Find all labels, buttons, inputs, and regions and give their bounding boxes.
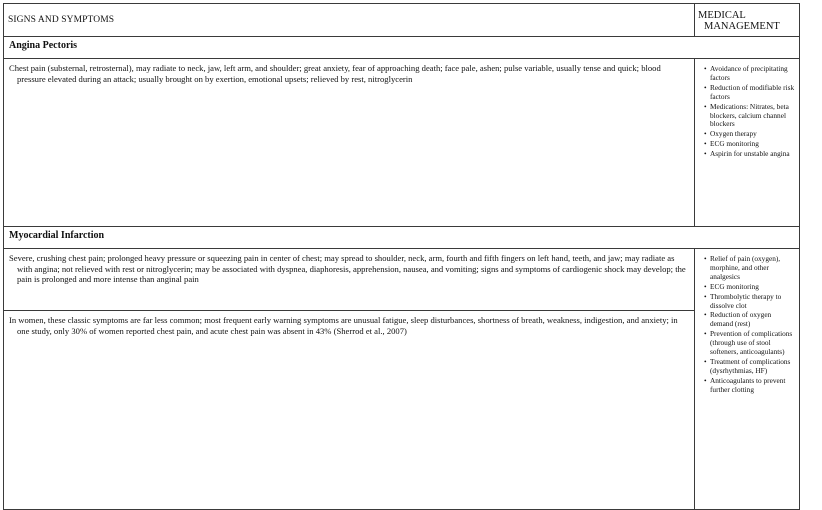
list-item: • Oxygen therapy <box>710 130 796 139</box>
table-row-mi-1 <box>4 249 800 311</box>
header-signs-symptoms: SIGNS AND SYMPTOMS <box>4 4 695 37</box>
list-item: • Thrombolytic therapy to dissolve clot <box>710 293 796 311</box>
table-row-angina <box>4 59 800 227</box>
list-item: • Medications: Nitrates, beta blockers, calcium channel blockers <box>710 103 796 130</box>
header-management-line1: MEDICAL <box>698 9 746 21</box>
table-header-row <box>4 4 800 37</box>
symptoms-cell-mi-classic <box>4 249 695 311</box>
symptoms-cell-mi-women <box>4 311 695 510</box>
management-list-angina <box>695 59 799 162</box>
header-medical-management <box>695 4 800 37</box>
symptom-text: In women, these classic symptoms are far less common; most frequent early warning symptoms are unusual fatigue, sleep disturbances, shortness of breath, weakness, indigestion, and anxiety; in one study, only 30% of women reported chest pain, and acute chest pain was absent in 43% (Sherrod et al., 2007) <box>9 315 678 336</box>
list-item: • Relief of pain (oxygen), morphine, and other analgesics <box>710 255 796 282</box>
signs-management-table <box>3 3 800 510</box>
list-item: • ECG monitoring <box>710 283 796 292</box>
table-row-mi-2 <box>4 311 800 510</box>
list-item: • Anticoagulants to prevent further clotting <box>710 377 796 395</box>
list-item: • Reduction of modifiable risk factors <box>710 84 796 102</box>
section-row-mi <box>4 227 800 249</box>
list-item: • Avoidance of precipitating factors <box>710 65 796 83</box>
symptom-text: Chest pain (substernal, retrosternal), may radiate to neck, jaw, left arm, and shoulder; great anxiety, fear of approaching death; face pale, ashen; pulse variable, usually tense and quick; blood pressure elevated during an attack; usually brought on by exertion, emotional upsets; relieved by rest, nitroglycerin <box>9 63 661 84</box>
list-item: • Reduction of oxygen demand (rest) <box>710 311 796 329</box>
section-title-mi: Myocardial Infarction <box>4 227 800 249</box>
management-cell-mi <box>695 249 800 510</box>
section-title-angina: Angina Pectoris <box>4 37 800 59</box>
management-list-mi <box>695 249 799 398</box>
management-cell-angina <box>695 59 800 227</box>
symptoms-cell-angina <box>4 59 695 227</box>
list-item: • ECG monitoring <box>710 140 796 149</box>
section-row-angina <box>4 37 800 59</box>
list-item: • Aspirin for unstable angina <box>710 150 796 159</box>
symptom-text: Severe, crushing chest pain; prolonged heavy pressure or squeezing pain in center of chest; may spread to shoulder, neck, arm, fourth and fifth fingers on left hand, teeth, and jaw; may radiate as with angina; not relieved with rest or nitroglycerin; may be associated with dyspnea, diaphoresis, apprehension, nausea, and vomiting; signs and symptoms of cardiogenic shock may develop; the pain is prolonged and more intense than anginal pain <box>9 253 686 285</box>
header-management-line2: MANAGEMENT <box>704 20 780 32</box>
list-item: • Prevention of complications (through use of stool softeners, anticoagulants) <box>710 330 796 357</box>
list-item: • Treatment of complications (dysrhythmias, HF) <box>710 358 796 376</box>
